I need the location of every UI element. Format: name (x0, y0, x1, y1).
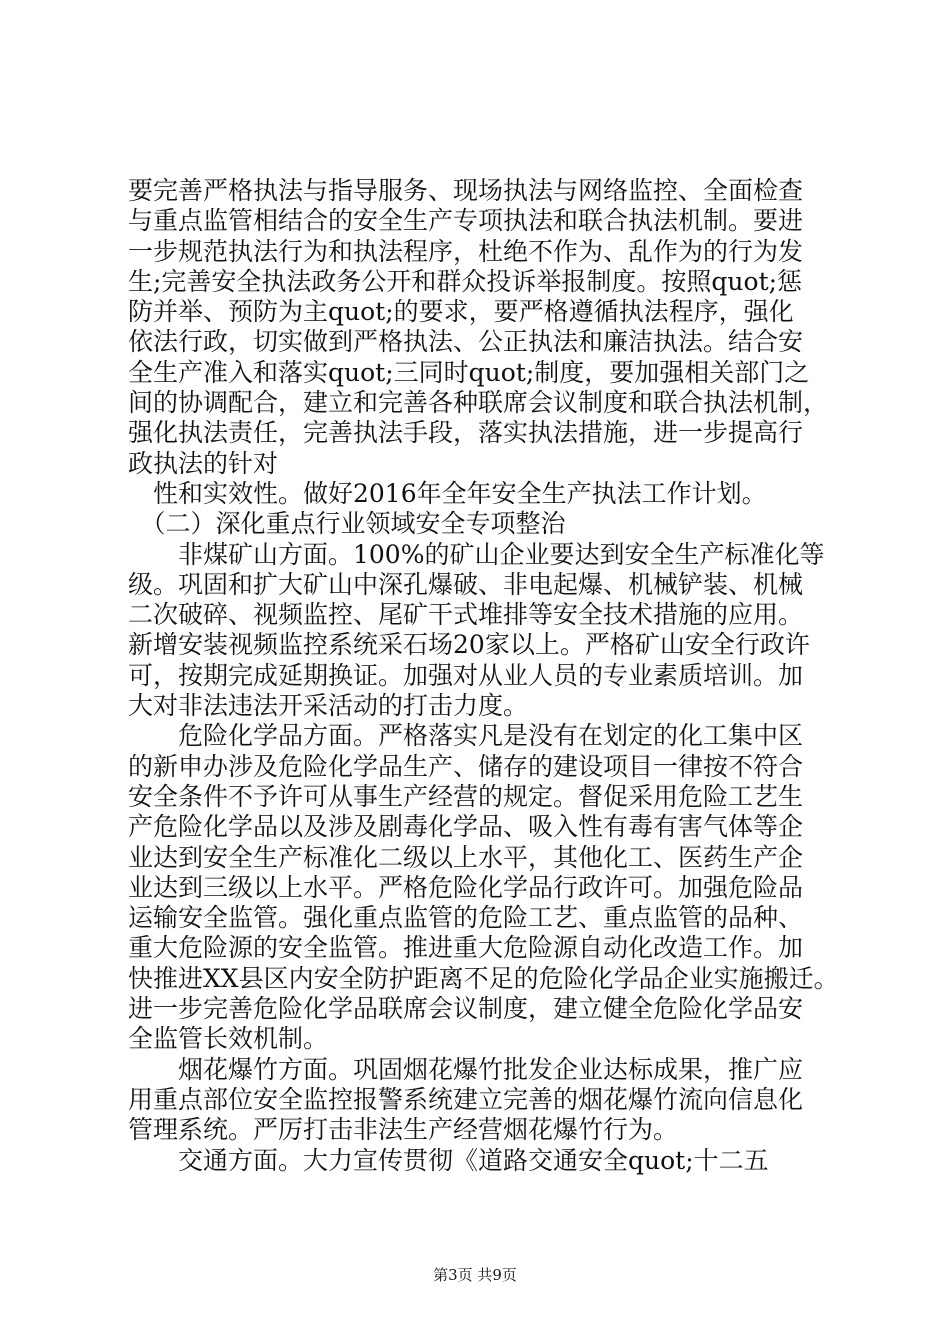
text-line: 业达到安全生产标准化二级以上水平，其他化工、医药生产企 (128, 842, 804, 872)
text-line: 交通方面。大力宣传贯彻《道路交通安全quot;十二五 (128, 1145, 769, 1175)
text-line: 非煤矿山方面。100%的矿山企业要达到安全生产标准化等 (128, 539, 825, 569)
text-line: 生;完善安全执法政务公开和群众投诉举报制度。按照quot;惩 (128, 266, 803, 296)
text-line: 政执法的针对 (128, 448, 279, 478)
page-footer: 第3页 共9页 (433, 1266, 517, 1284)
text-line: 管理系统。严厉打击非法生产经营烟花爆竹行为。 (128, 1115, 679, 1145)
text-line: 强化执法责任，完善执法手段，落实执法措施，进一步提高行 (128, 418, 804, 448)
text-line: 安全条件不予许可从事生产经营的规定。督促采用危险工艺生 (128, 781, 804, 811)
text-line: 运输安全监管。强化重点监管的危险工艺、重点监管的品种、 (128, 903, 804, 933)
text-line: 重大危险源的安全监管。推进重大危险源自动化改造工作。加 (128, 933, 804, 963)
text-line: 产危险化学品以及涉及剧毒化学品、吸入性有毒有害气体等企 (128, 812, 804, 842)
text-line: 间的协调配合，建立和完善各种联席会议制度和联合执法机制， (128, 388, 829, 418)
text-line: 业达到三级以上水平。严格危险化学品行政许可。加强危险品 (128, 872, 804, 902)
text-line: 与重点监管相结合的安全生产专项执法和联合执法机制。要进 (128, 206, 804, 236)
text-line: 性和实效性。做好2016年全年安全生产执法工作计划。 (128, 478, 767, 508)
text-line: 可，按期完成延期换证。加强对从业人员的专业素质培训。加 (128, 660, 804, 690)
text-line: 进一步完善危险化学品联席会议制度，建立健全危险化学品安 (128, 994, 804, 1024)
text-line: 新增安装视频监控系统采石场20家以上。严格矿山安全行政许 (128, 630, 810, 660)
text-line: 级。巩固和扩大矿山中深孔爆破、非电起爆、机械铲装、机械 (128, 569, 804, 599)
text-line: 一步规范执法行为和执法程序，杜绝不作为、乱作为的行为发 (128, 236, 804, 266)
text-line: 依法行政，切实做到严格执法、公正执法和廉洁执法。结合安 (128, 327, 804, 357)
text-line: （二）深化重点行业领域安全专项整治 (128, 509, 566, 539)
document-body (128, 176, 839, 1176)
text-line: 快推进XX县区内安全防护距离不足的危险化学品企业实施搬迁。 (128, 963, 839, 993)
text-line: 危险化学品方面。严格落实凡是没有在划定的化工集中区 (128, 721, 804, 751)
text-line: 二次破碎、视频监控、尾矿干式堆排等安全技术措施的应用。 (128, 600, 804, 630)
text-line: 用重点部位安全监控报警系统建立完善的烟花爆竹流向信息化 (128, 1084, 804, 1114)
text-line: 防并举、预防为主quot;的要求，要严格遵循执法程序，强化 (128, 297, 794, 327)
text-line: 烟花爆竹方面。巩固烟花爆竹批发企业达标成果，推广应 (128, 1054, 804, 1084)
text-line: 要完善严格执法与指导服务、现场执法与网络监控、全面检查 (128, 176, 804, 205)
text-line: 全监管长效机制。 (128, 1024, 329, 1054)
text-line: 的新申办涉及危险化学品生产、储存的建设项目一律按不符合 (128, 751, 804, 781)
text-line: 大对非法违法开采活动的打击力度。 (128, 691, 529, 721)
text-line: 全生产准入和落实quot;三同时quot;制度，要加强相关部门之 (128, 357, 810, 387)
